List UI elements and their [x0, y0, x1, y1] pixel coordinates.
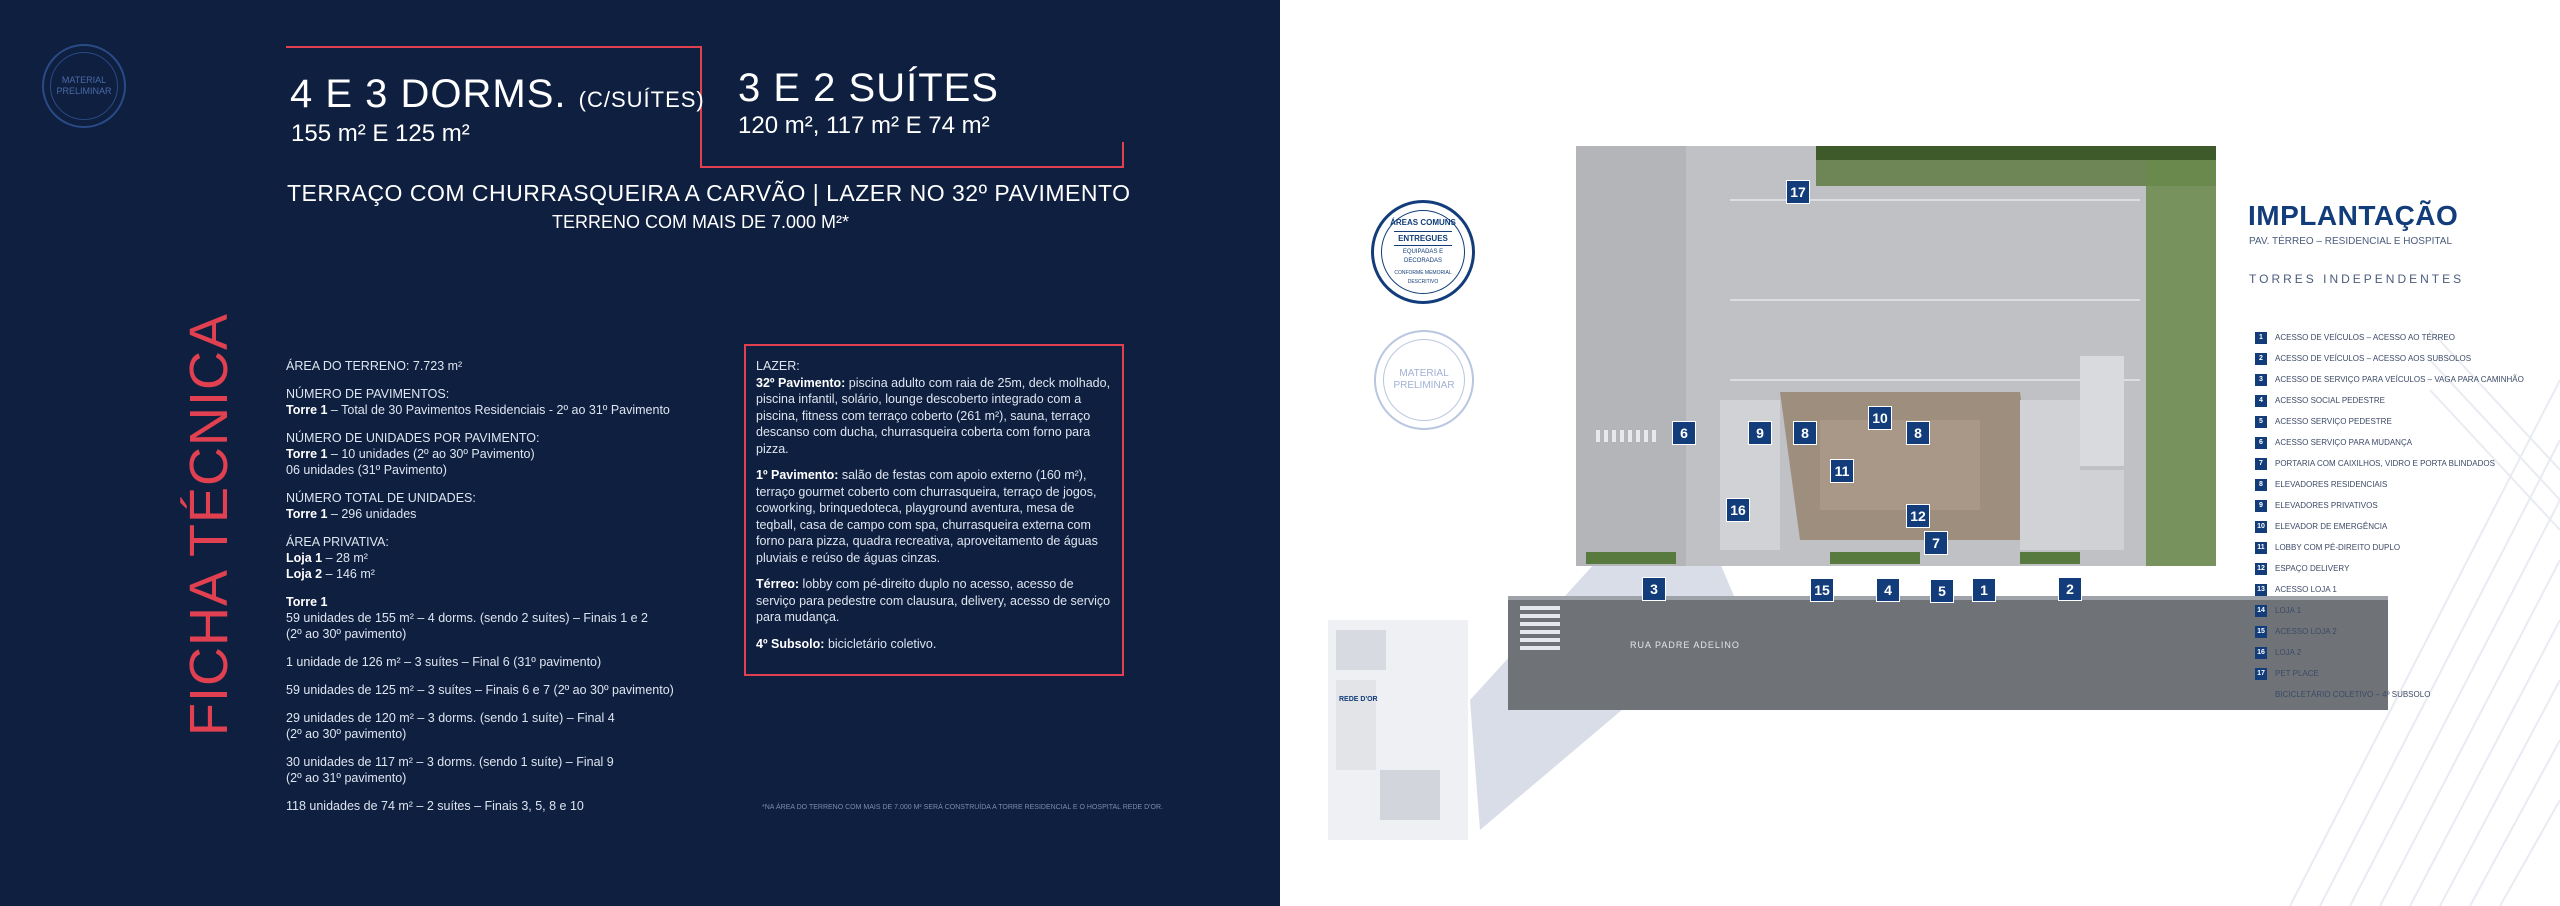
plan-badge: 4: [1876, 578, 1900, 602]
lazer-text: bicicletário coletivo.: [824, 636, 937, 651]
legend-number: 12: [2255, 563, 2267, 575]
lazer-1: [756, 467, 1112, 566]
spec-text: 59 unidades de 155 m² – 4 dorms. (sendo 2 suítes) – Finais 1 e 2: [286, 611, 649, 625]
legend-label: BICICLETÁRIO COLETIVO – 4º SUBSOLO: [2275, 690, 2431, 699]
right-panel: [1280, 0, 2560, 906]
legend-item: [2255, 411, 2555, 432]
plan-badge: 12: [1906, 504, 1930, 528]
preliminary-stamp-right-text: MATERIAL PRELIMINAR: [1393, 368, 1455, 391]
legend-number: 15: [2255, 626, 2267, 638]
spec-text: 29 unidades de 120 m² – 3 dorms. (sendo 1 suíte) – Final 4: [286, 711, 615, 725]
legend-item: [2255, 390, 2555, 411]
spec-line: [286, 754, 726, 786]
spec-bold: Torre 1: [286, 403, 328, 417]
stamp-top-text: ÁREAS COMUNS: [1390, 217, 1456, 227]
implantacao-title: IMPLANTAÇÃO: [2248, 200, 2459, 231]
preliminary-stamp-right: [1374, 330, 1474, 430]
legend-label: ESPAÇO DELIVERY: [2275, 564, 2350, 573]
lazer-bold: Térreo:: [756, 577, 800, 591]
tagline: TERRAÇO COM CHURRASQUEIRA A CARVÃO | LAZER NO 32º PAVIMENTO: [287, 180, 1131, 206]
footnote: *NA ÁREA DO TERRENO COM MAIS DE 7.000 M² SERÁ CONSTRUÍDA A TORRE RESIDENCIAL E O HOSPITAL REDE D'OR.: [762, 804, 1163, 811]
lazer-title: LAZER:: [756, 359, 800, 373]
legend-label: ACESSO SERVIÇO PARA MUDANÇA: [2275, 438, 2413, 447]
lazer-bold: 4º Subsolo:: [756, 636, 825, 651]
plan-badge: 9: [1748, 421, 1772, 445]
legend-item: [2255, 369, 2555, 390]
legend-number: 10: [2255, 521, 2267, 533]
lazer-text: lobby com pé-direito duplo no acesso, acesso de serviço para pedestre com clausura, delivery, acesso de serviço para mudança.: [756, 577, 1111, 624]
legend-label: ACESSO LOJA 2: [2275, 627, 2337, 636]
spec-text: (2º ao 30º pavimento): [286, 627, 407, 641]
plan-badge: 3: [1642, 577, 1666, 601]
legend-label: ELEVADORES RESIDENCIAIS: [2275, 480, 2388, 489]
spec-text: 30 unidades de 117 m² – 3 dorms. (sendo 1 suíte) – Final 9: [286, 755, 614, 769]
spec-torre: [286, 594, 726, 642]
legend-number: 2: [2255, 353, 2267, 365]
spec-bold: Loja 1: [286, 551, 323, 565]
plan-badge: 16: [1726, 498, 1750, 522]
plan-badge: 1: [1972, 578, 1996, 602]
legend-label: ACESSO DE VEÍCULOS – ACESSO AOS SUBSOLOS: [2275, 354, 2472, 363]
stamp-bottom-text: CONFORME MEMORIAL DESCRITIVO: [1394, 269, 1452, 285]
plan-badge: 10: [1868, 406, 1892, 430]
legend-label: PORTARIA COM CAIXILHOS, VIDRO E PORTA BLINDADOS: [2275, 459, 2495, 468]
heading-b: 3 E 2 SUÍTES: [738, 66, 999, 110]
tagline-terrain: TERRENO COM MAIS DE 7.000 M²*: [552, 212, 850, 232]
legend-number: 17: [2255, 668, 2267, 680]
spec-text: (2º ao 30º pavimento): [286, 727, 407, 741]
legend-number: 13: [2255, 584, 2267, 596]
legend-label: ACESSO DE VEÍCULOS – ACESSO AO TÉRREO: [2275, 333, 2455, 342]
lazer-text: salão de festas com apoio externo (160 m²), terraço gourmet coberto com churrasqueira, terraço de jogos, coworking, brinquedoteca, playground aventura, mesa de teqball, casa de campo com spa, churrasqueira externa com forno para pizza, quadra recreativa, aproveitamento de águas pluviais e reúso de águas cinzas.: [756, 468, 1098, 565]
lazer-32: [756, 375, 1112, 458]
plan-badge: 2: [2058, 577, 2082, 601]
plan-badge: 5: [1930, 579, 1954, 603]
legend-number: [2255, 689, 2267, 701]
legend-item: [2255, 432, 2555, 453]
stamp-mid-text: ENTREGUES: [1394, 231, 1452, 246]
spec-pavimentos: [286, 386, 726, 418]
legend-list: [2255, 327, 2555, 705]
legend-item: [2255, 621, 2555, 642]
lazer-bold: 32º Pavimento:: [756, 375, 846, 390]
spec-text: – 146 m²: [322, 567, 375, 581]
plan-badge: 8: [1793, 421, 1817, 445]
specs-block: [286, 358, 726, 826]
spec-text: – Total de 30 Pavimentos Residenciais - 2º ao 31º Pavimento: [327, 403, 670, 417]
legend-number: 3: [2255, 374, 2267, 386]
legend-item: [2255, 474, 2555, 495]
spec-text: – 28 m²: [322, 551, 368, 565]
spec-label: NÚMERO TOTAL DE UNIDADES:: [286, 491, 476, 505]
legend-number: 6: [2255, 437, 2267, 449]
spec-unidades-pav: [286, 430, 726, 478]
spec-label: ÁREA PRIVATIVA:: [286, 535, 389, 549]
spec-bold: Torre 1: [286, 595, 328, 609]
heading-a-sub: 155 m² E 125 m²: [291, 120, 470, 147]
vertical-title: FICHA TÉCNICA: [179, 312, 239, 736]
preliminary-stamp-text: MATERIAL PRELIMINAR: [56, 75, 112, 96]
heading-a-main: 4 E 3 DORMS.: [290, 72, 567, 116]
legend-item: [2255, 600, 2555, 621]
spec-line: 1 unidade de 126 m² – 3 suítes – Final 6 (31º pavimento): [286, 655, 602, 669]
heading-a-small: (C/SUÍTES): [578, 87, 705, 112]
lazer-bold: 1º Pavimento:: [756, 468, 839, 482]
plan-badge: 15: [1810, 578, 1834, 602]
stamp-sub-text: EQUIPADAS E DECORADAS: [1402, 248, 1444, 264]
legend-number: 5: [2255, 416, 2267, 428]
lazer-text: piscina adulto com raia de 25m, deck molhado, piscina infantil, solário, lounge descoberto integrado com a piscina, fitness com terraço coberto (261 m²), sauna, terraço descanso com ducha, churrasqueira coberta com forno para pizza.: [756, 375, 1111, 456]
spec-line: [286, 710, 726, 742]
legend-label: ELEVADORES PRIVATIVOS: [2275, 501, 2378, 510]
street-label: RUA PADRE ADELINO: [1630, 640, 1740, 650]
legend-number: 4: [2255, 395, 2267, 407]
hospital-label: REDE D'OR: [1339, 696, 1378, 703]
legend-number: 16: [2255, 647, 2267, 659]
lazer-subsolo: [756, 636, 1112, 653]
implantacao-subtitle: PAV. TÉRREO – RESIDENCIAL E HOSPITAL: [2249, 236, 2453, 247]
areas-comuns-stamp: [1371, 200, 1475, 304]
spec-label: NÚMERO DE UNIDADES POR PAVIMENTO:: [286, 431, 540, 445]
legend-item: [2255, 663, 2555, 684]
legend-label: ACESSO SERVIÇO PEDESTRE: [2275, 417, 2392, 426]
heading-a: [290, 72, 705, 117]
legend-item: [2255, 684, 2555, 705]
spec-bold: Loja 2: [286, 567, 323, 581]
heading-b-sub: 120 m², 117 m² E 74 m²: [738, 112, 990, 139]
legend-item: [2255, 453, 2555, 474]
legend-number: 1: [2255, 332, 2267, 344]
legend-label: LOBBY COM PÉ-DIREITO DUPLO: [2275, 543, 2401, 552]
heading-frame-tick: [1122, 142, 1124, 168]
preliminary-stamp: [42, 44, 126, 128]
spec-privativa: [286, 534, 726, 582]
spec-text: – 296 unidades: [327, 507, 417, 521]
plan-badge: 7: [1924, 531, 1948, 555]
spec-label: NÚMERO DE PAVIMENTOS:: [286, 387, 450, 401]
spec-bold: Torre 1: [286, 447, 328, 461]
spec-text: 06 unidades (31º Pavimento): [286, 463, 447, 477]
lazer-box: [744, 344, 1124, 676]
spec-total: [286, 490, 726, 522]
spec-line: 118 unidades de 74 m² – 2 suítes – Finais 3, 5, 8 e 10: [286, 799, 584, 813]
spec-text: (2º ao 31º pavimento): [286, 771, 407, 785]
legend-label: LOJA 1: [2275, 606, 2302, 615]
legend-number: 11: [2255, 542, 2267, 554]
plan-badge: 11: [1830, 459, 1854, 483]
legend-number: 14: [2255, 605, 2267, 617]
lazer-terreo: [756, 576, 1112, 626]
legend-item: [2255, 495, 2555, 516]
legend-label: ELEVADOR DE EMERGÊNCIA: [2275, 522, 2388, 531]
legend-label: ACESSO SOCIAL PEDESTRE: [2275, 396, 2385, 405]
plan-badge: 8: [1906, 421, 1930, 445]
legend-item: [2255, 558, 2555, 579]
heading-frame-line: [700, 166, 1124, 168]
plan-badge: 6: [1672, 421, 1696, 445]
implantacao-subtitle2: TORRES INDEPENDENTES: [2249, 272, 2465, 286]
legend-item: [2255, 537, 2555, 558]
spec-area: ÁREA DO TERRENO: 7.723 m²: [286, 359, 463, 373]
legend-label: PET PLACE: [2275, 669, 2319, 678]
legend-item: [2255, 516, 2555, 537]
spec-text: – 10 unidades (2º ao 30º Pavimento): [327, 447, 535, 461]
legend-number: 8: [2255, 479, 2267, 491]
legend-label: LOJA 2: [2275, 648, 2302, 657]
legend-label: ACESSO DE SERVIÇO PARA VEÍCULOS – VAGA PARA CAMINHÃO: [2275, 375, 2524, 384]
legend-item: [2255, 579, 2555, 600]
legend-number: 7: [2255, 458, 2267, 470]
legend-item: [2255, 348, 2555, 369]
plan-badge: 17: [1786, 180, 1810, 204]
legend-number: 9: [2255, 500, 2267, 512]
legend-item: [2255, 327, 2555, 348]
legend-item: [2255, 642, 2555, 663]
spec-bold: Torre 1: [286, 507, 328, 521]
legend-label: ACESSO LOJA 1: [2275, 585, 2337, 594]
spec-line: 59 unidades de 125 m² – 3 suítes – Finais 6 e 7 (2º ao 30º pavimento): [286, 683, 674, 697]
